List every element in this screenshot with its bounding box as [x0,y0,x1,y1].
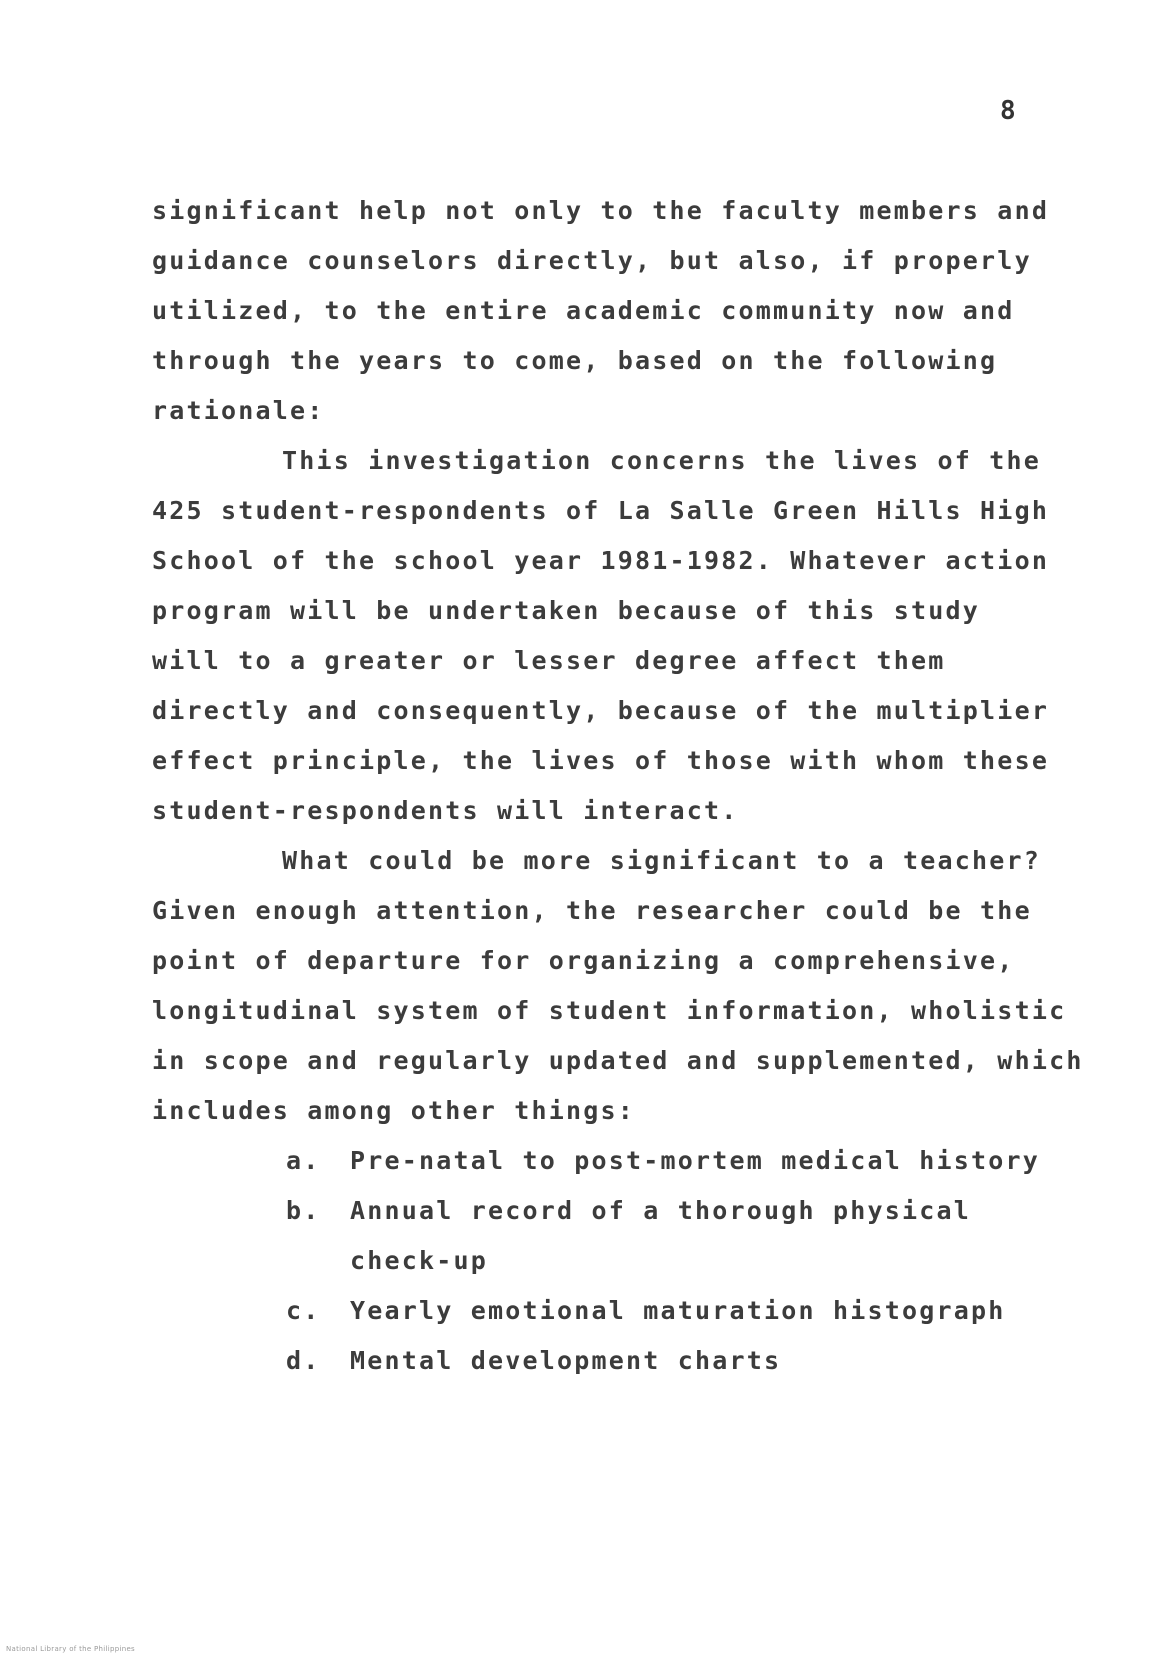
list-item-text: Mental development charts [350,1346,782,1375]
text-line: utilized, to the entire academic community now and [152,296,1015,325]
text-line: significant help not only to the faculty members and [152,196,1050,225]
list-item-marker: d. [286,1346,321,1375]
text-line: guidance counselors directly, but also, if properly [152,246,1032,275]
text-line: in scope and regularly updated and supplemented, which [152,1046,1084,1075]
footer-watermark: National Library of the Philippines [6,1645,135,1653]
list-item-continuation: check-up [350,1246,489,1275]
list-item-marker: b. [286,1196,321,1225]
list-item-marker: c. [286,1296,321,1325]
text-line: will to a greater or lesser degree affect them [152,646,946,675]
text-line: includes among other things: [152,1096,636,1125]
paragraph-first-line: What could be more significant to a teacher? [282,846,1042,875]
list-item-text: Yearly emotional maturation histograph [350,1296,1006,1325]
text-line: directly and consequently, because of the multiplier [152,696,1050,725]
paragraph-first-line: This investigation concerns the lives of the [282,446,1042,475]
list-item-text: Annual record of a thorough physical [350,1196,972,1225]
text-line: through the years to come, based on the following [152,346,998,375]
list-item-text: Pre-natal to post-mortem medical history [350,1146,1041,1175]
text-line: 425 student-respondents of La Salle Green Hills High [152,496,1050,525]
list-item-marker: a. [286,1146,321,1175]
text-line: Given enough attention, the researcher could be the [152,896,1032,925]
text-line: point of departure for organizing a comprehensive, [152,946,1015,975]
text-line: student-respondents will interact. [152,796,739,825]
text-line: rationale: [152,396,325,425]
text-line: School of the school year 1981-1982. Whatever action [152,546,1050,575]
text-line: program will be undertaken because of this study [152,596,981,625]
page-number: 8 [1000,96,1016,126]
text-line: longitudinal system of student information, wholistic [152,996,1067,1025]
text-line: effect principle, the lives of those with whom these [152,746,1050,775]
